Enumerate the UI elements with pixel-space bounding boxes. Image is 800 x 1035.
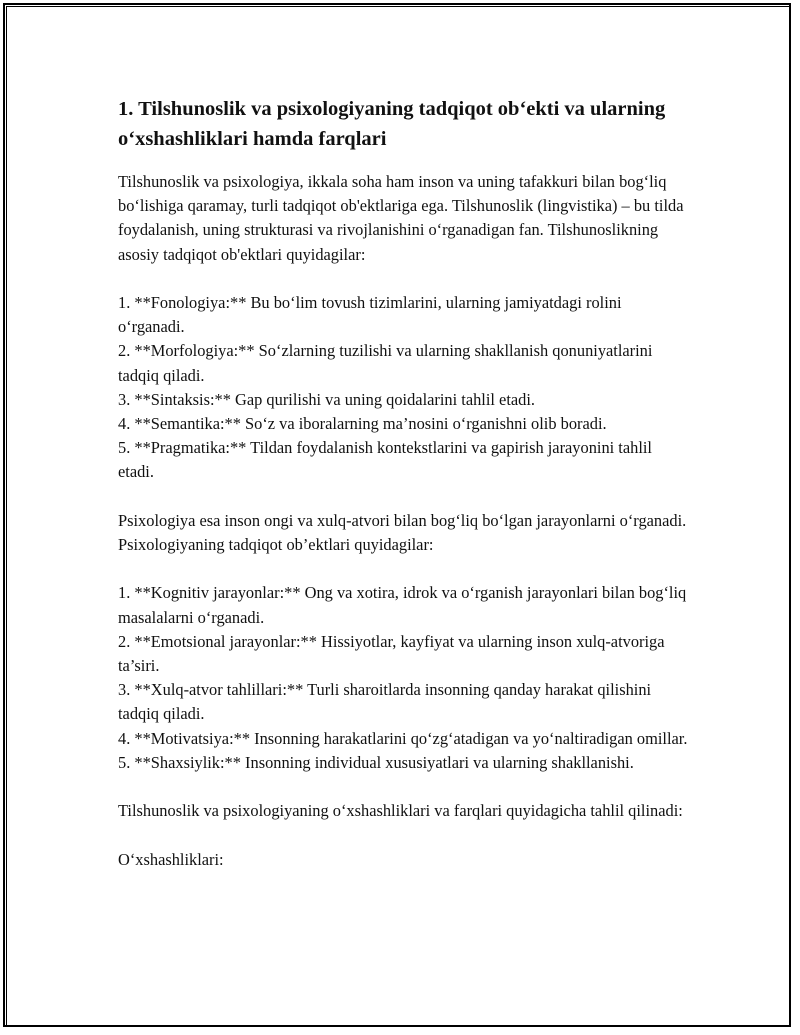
psychology-list [118, 581, 688, 775]
list-item: 3. **Xulq-atvor tahlillari:** Turli sharoitlarda insonning qanday harakat qilishini tadqiq qiladi. [118, 680, 652, 724]
psychology-paragraph: Psixologiya esa inson ongi va xulq-atvori bilan bog‘liq bo‘lgan jarayonlarni o‘rganadi. Psixologiyaning tadqiqot ob’ektlari quyidagilar: [118, 510, 687, 555]
list-item: 2. **Morfologiya:** So‘zlarning tuzilishi va ularning shakllanish qonuniyatlarini tadqiq qiladi. [118, 341, 653, 385]
comparison-paragraph: Tilshunoslik va psixologiyaning o‘xshashliklari va farqlari quyidagicha tahlil qilinadi: [118, 801, 683, 821]
document-body [118, 94, 688, 872]
spacer [118, 557, 688, 581]
linguistics-list [118, 291, 688, 485]
section-heading: 1. Tilshunoslik va psixologiyaning tadqiqot ob‘ekti va ularning o‘xshashliklari hamda farqlari [118, 98, 666, 150]
list-item: 4. **Semantika:** So‘z va iboralarning ma’nosini o‘rganishni olib boradi. [118, 414, 607, 434]
spacer [118, 485, 688, 509]
list-item: 5. **Pragmatika:** Tildan foydalanish kontekstlarini va gapirish jarayonini tahlil etadi. [118, 438, 652, 482]
intro-paragraph: Tilshunoslik va psixologiya, ikkala soha ham inson va uning tafakkuri bilan bog‘liq bo‘lishiga qaramay, turli tadqiqot ob'ektlariga ega. Tilshunoslik (lingvistika) – bu tilda foydalanish, uning strukturasi va rivojlanishini o‘rganadigan fan. Tilshunoslikning asosiy tadqiqot ob'ektlari quyidagilar: [118, 172, 684, 264]
list-item: 5. **Shaxsiylik:** Insonning individual xususiyatlari va ularning shakllanishi. [118, 752, 634, 772]
list-item: 1. **Kognitiv jarayonlar:** Ong va xotira, idrok va o‘rganish jarayonlari bilan bog‘liq masalalarni o‘rganadi. [118, 583, 687, 627]
similarities-label: O‘xshashliklari: [118, 849, 224, 869]
spacer [118, 267, 688, 291]
list-item: 2. **Emotsional jarayonlar:** Hissiyotlar, kayfiyat va ularning inson xulq-atvoriga ta’siri. [118, 631, 665, 676]
list-item: 3. **Sintaksis:** Gap qurilishi va uning qoidalarini tahlil etadi. [118, 389, 536, 409]
list-item: 4. **Motivatsiya:** Insonning harakatlarini qo‘zg‘atadigan va yo‘naltiradigan omillar. [118, 728, 688, 748]
spacer [118, 775, 688, 799]
spacer [118, 823, 688, 847]
list-item: 1. **Fonologiya:** Bu bo‘lim tovush tizimlarini, ularning jamiyatdagi rolini o‘rganadi. [118, 293, 622, 337]
